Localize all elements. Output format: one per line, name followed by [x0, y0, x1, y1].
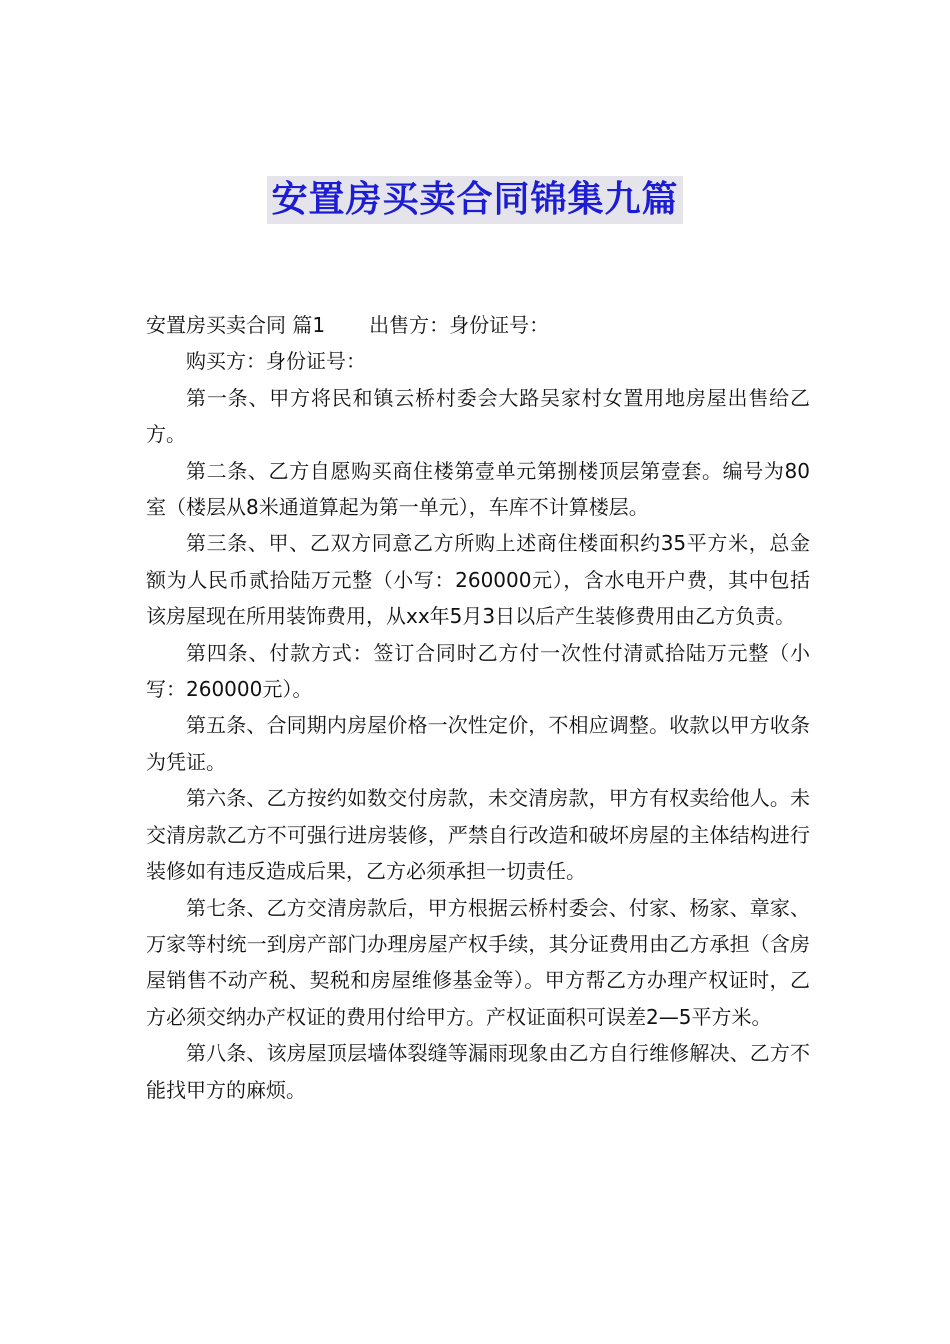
- section-title: 安置房买卖合同 篇1: [146, 313, 326, 337]
- document-title: 安置房买卖合同锦集九篇: [267, 176, 682, 224]
- paragraph-article-4: 第四条、付款方式：签订合同时乙方付一次性付清贰拾陆万元整（小写：260000元）。: [146, 640, 810, 702]
- seller-line: 出售方：身份证号：: [369, 313, 550, 337]
- paragraph-buyer: 购买方：身份证号：: [186, 349, 366, 374]
- title-container: [0, 176, 950, 224]
- paragraph-article-7: 第七条、乙方交清房款后，甲方根据云桥村委会、付家、杨家、章家、万家等村统一到房产部门办理房屋产权手续，其分证费用由乙方承担（含房屋销售不动产税、契税和房屋维修基金等）。甲方帮乙方办理产权证时，乙方必须交纳办产权证的费用付给甲方。产权证面积可误差2—5平方米。: [146, 895, 810, 1029]
- paragraph-article-6: 第六条、乙方按约如数交付房款，未交清房款，甲方有权卖给他人。未交清房款乙方不可强行进房装修，严禁自行改造和破坏房屋的主体结构进行装修如有违反造成后果，乙方必须承担一切责任。: [146, 786, 810, 884]
- paragraph-article-1: 第一条、甲方将民和镇云桥村委会大路吴家村女置用地房屋出售给乙方。: [146, 385, 810, 447]
- paragraph-article-8: 第八条、该房屋顶层墙体裂缝等漏雨现象由乙方自行维修解决、乙方不能找甲方的麻烦。: [146, 1041, 810, 1102]
- paragraph-article-3: 第三条、甲、乙双方同意乙方所购上述商住楼面积约35平方米，总金额为人民币贰拾陆万元整（小写：260000元），含水电开户费，其中包括该房屋现在所用装饰费用，从xx年5月3日以后产生装修费用由乙方负责。: [146, 531, 810, 629]
- paragraph-article-2: 第二条、乙方自愿购买商住楼第壹单元第捌楼顶层第壹套。编号为80室（楼层从8米通道算起为第一单元），车库不计算楼层。: [146, 458, 810, 520]
- heading-line: [146, 307, 810, 343]
- paragraph-article-5: 第五条、合同期内房屋价格一次性定价，不相应调整。收款以甲方收条为凭证。: [146, 713, 810, 774]
- document-body: [146, 307, 810, 1108]
